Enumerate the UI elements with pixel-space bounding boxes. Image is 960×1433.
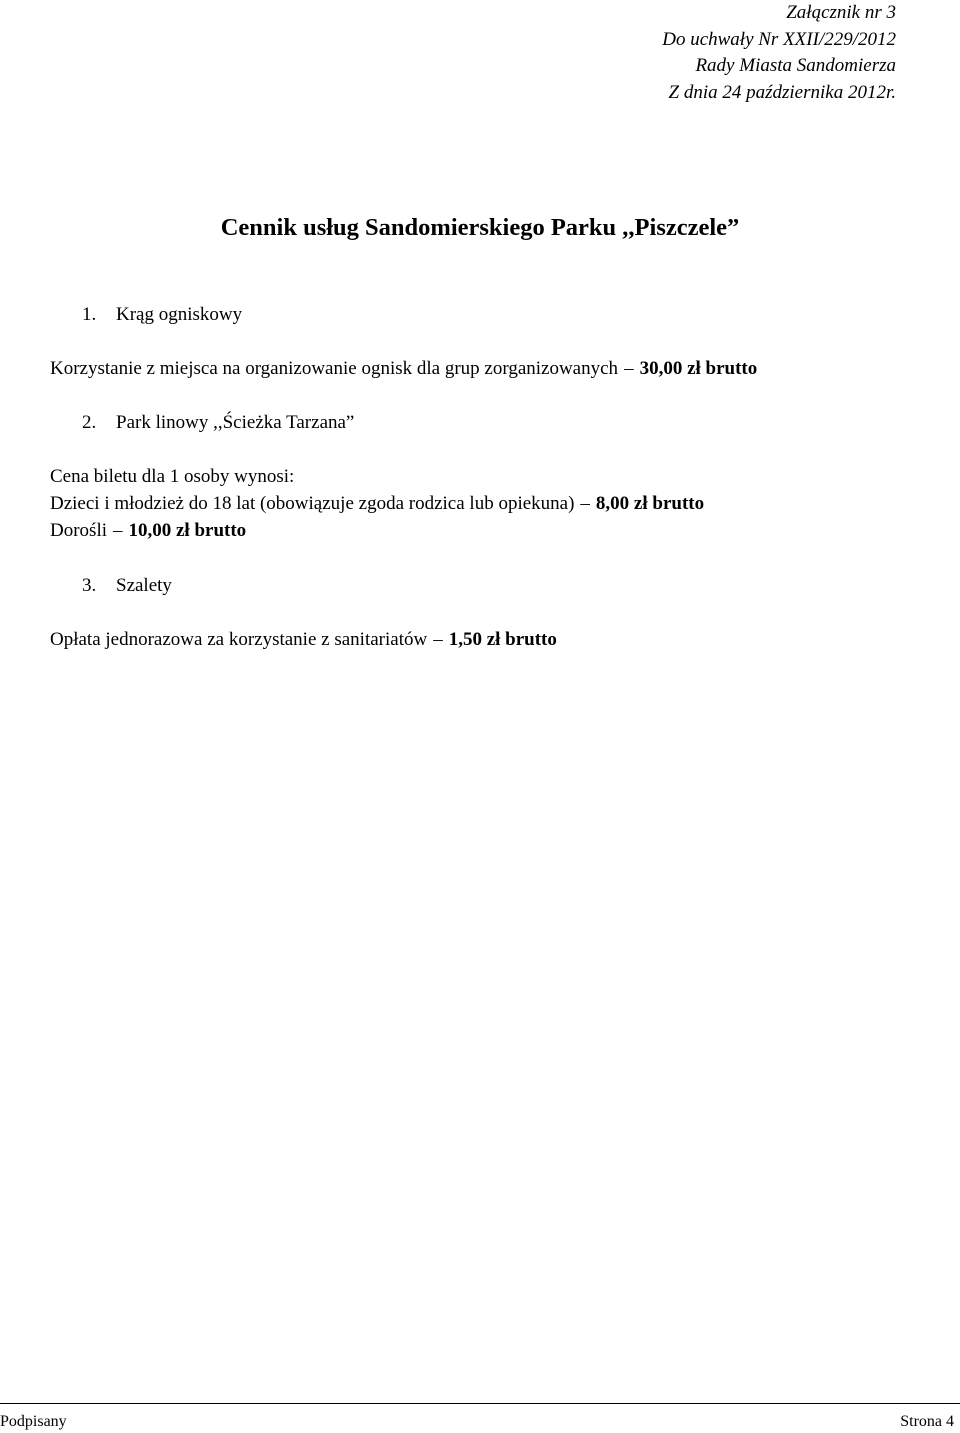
price-value: 10,00 zł brutto <box>128 520 247 541</box>
attachment-header <box>662 0 896 106</box>
price-line-description: Opłata jednorazowa za korzystanie z sanitariatów <box>50 629 428 650</box>
price-line-dash: – <box>113 520 123 541</box>
section-number: 3. <box>82 575 97 596</box>
price-line <box>50 357 757 381</box>
price-line <box>50 519 246 543</box>
header-line-attachment: Załącznik nr 3 <box>786 2 896 23</box>
price-line-dash: – <box>580 493 590 514</box>
section-heading-3 <box>82 574 172 598</box>
section-title: Krąg ogniskowy <box>116 304 243 325</box>
price-value: 8,00 zł brutto <box>595 493 705 514</box>
section-heading-2 <box>82 411 354 435</box>
header-line-resolution: Do uchwały Nr XXII/229/2012 <box>662 28 896 50</box>
section-number: 1. <box>82 304 97 325</box>
price-line-dash: – <box>433 629 443 650</box>
price-line-dash: – <box>624 358 634 379</box>
header-line-council: Rady Miasta Sandomierza <box>695 55 896 76</box>
price-line <box>50 628 557 652</box>
price-value: 30,00 zł brutto <box>639 358 758 379</box>
footer-divider <box>0 1403 960 1404</box>
price-line-description: Korzystanie z miejsca na organizowanie ognisk dla grup zorganizowanych <box>50 358 619 379</box>
price-line <box>50 492 704 516</box>
header-line-date: Z dnia 24 października 2012r. <box>668 81 896 103</box>
footer-page-number: Strona 4 <box>900 1413 954 1430</box>
section-number: 2. <box>82 412 97 433</box>
footer-signed-label: Podpisany <box>0 1413 67 1430</box>
price-value: 1,50 zł brutto <box>448 629 557 650</box>
section-heading-1 <box>82 303 242 327</box>
document-title: Cennik usług Sandomierskiego Parku ,,Piszczele” <box>220 214 740 241</box>
price-line-description: Dzieci i młodzież do 18 lat (obowiązuje zgoda rodzica lub opiekuna) <box>50 493 575 514</box>
section-title: Szalety <box>116 575 172 596</box>
section-title: Park linowy ,,Ścieżka Tarzana” <box>116 412 355 433</box>
ticket-price-intro: Cena biletu dla 1 osoby wynosi: <box>50 466 295 487</box>
price-line-description: Dorośli <box>50 520 107 541</box>
